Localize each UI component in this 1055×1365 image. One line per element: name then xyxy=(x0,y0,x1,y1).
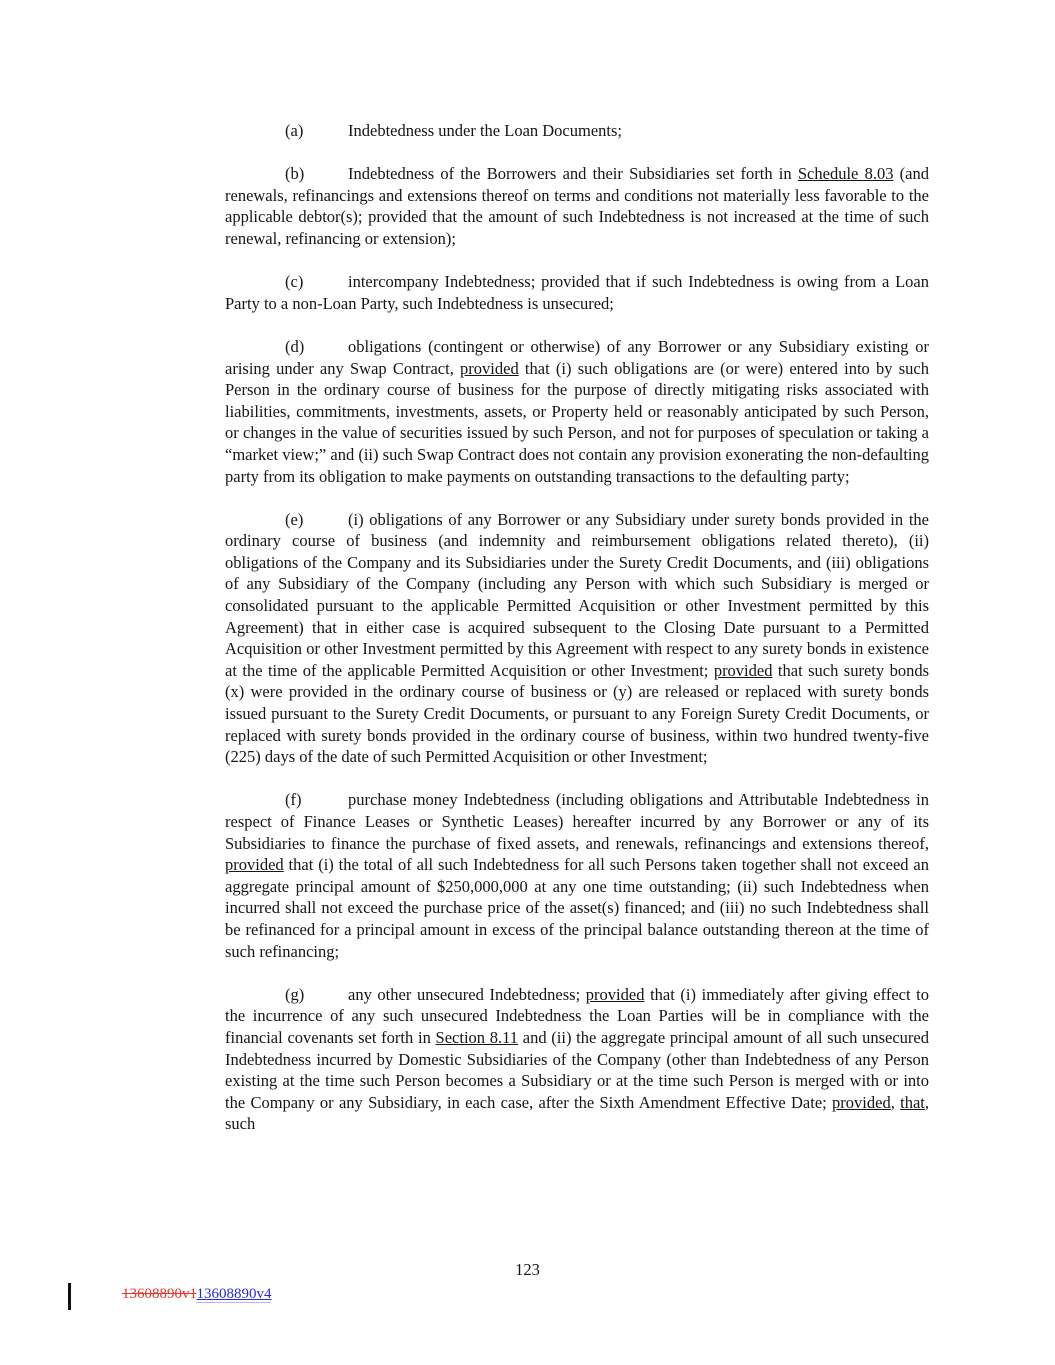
document-body xyxy=(225,120,929,1157)
text-run: Indebtedness of the Borrowers and their Subsidiaries set forth in xyxy=(348,164,798,184)
revision-change-bar xyxy=(68,1283,71,1310)
paragraph-g xyxy=(225,984,929,1135)
text-run: purchase money Indebtedness (including obligations and Attributable Indebtedness in respect of Finance Leases or Synthetic Leases) hereafter incurred by any Borrower or any of its Subsidiaries to finance the purchase of fixed assets, and renewals, refinancings and extensions thereof, xyxy=(225,790,929,853)
text-run: (and renewals, refinancings and extensions thereof on terms and conditions not materially less favorable to the applicable debtor(s); provided that the amount of such Indebtedness is not increased at the time of such renewal, refinancing or extension); xyxy=(225,164,929,248)
text-run: obligations (contingent or otherwise) of any Borrower or any Subsidiary existing or arising under any Swap Contract, xyxy=(225,336,929,378)
paragraph-label: (e) xyxy=(285,509,304,529)
text-run: that such surety bonds (x) were provided in the ordinary course of business or (y) are released or replaced with surety bonds issued pursuant to the Surety Credit Documents, or pursuant to any Foreign Surety Credit Documents, or replaced with surety bonds provided in the ordinary course of business, within two hundred twenty-five (225) days of the date of such Permitted Acquisition or other Investment; xyxy=(225,660,929,767)
paragraph-label: (g) xyxy=(285,984,305,1004)
underlined-text: provided xyxy=(225,855,284,875)
paragraph-a xyxy=(225,120,929,142)
underlined-text: provided xyxy=(832,1092,891,1112)
text-run: and (ii) the aggregate principal amount of all such unsecured Indebtedness incurred by Domestic Subsidiaries of the Company (other than Indebtedness of any Person existing at the time such Person becomes a Subsidiary or at the time such Person is merged with or into the Company or any Subsidiary, in each case, after the Sixth Amendment Effective Date; xyxy=(225,1027,930,1112)
paragraph-c xyxy=(225,271,929,314)
paragraph-label: (f) xyxy=(285,790,302,810)
paragraph-label: (c) xyxy=(285,272,304,292)
underlined-text: Schedule 8.03 xyxy=(797,164,894,184)
text-run: , xyxy=(890,1092,901,1112)
paragraph-d xyxy=(225,336,929,487)
text-run: , such xyxy=(225,1092,930,1134)
underlined-text: provided xyxy=(460,358,519,378)
text-run: Indebtedness under the Loan Documents; xyxy=(348,121,623,140)
document-id-line xyxy=(122,1285,271,1303)
page-number: 123 xyxy=(515,1260,540,1279)
paragraph-f xyxy=(225,789,929,962)
text-run: any other unsecured Indebtedness; xyxy=(348,984,586,1004)
paragraph-label: (a) xyxy=(285,121,304,140)
deleted-doc-id: 13608890v1 xyxy=(122,1286,197,1302)
inserted-doc-id: 13608890v4 xyxy=(196,1286,272,1302)
paragraph-label: (b) xyxy=(285,164,305,184)
text-run: that (i) the total of all such Indebtedness for all such Persons taken together shall not exceed an aggregate principal amount of $250,000,000 at any one time outstanding; (ii) such Indebtedness when incurred shall not exceed the purchase price of the asset(s) financed; and (iii) no such Indebtedness shall be refinanced for a principal amount in excess of the principal balance outstanding thereon at the time of such refinancing; xyxy=(225,855,929,961)
text-run: that (i) immediately after giving effect to the incurrence of any such unsecured Indebtedness the Loan Parties will be in compliance with the financial covenants set forth in xyxy=(225,984,929,1047)
paragraph-label: (d) xyxy=(285,336,305,356)
text-run: that (i) such obligations are (or were) entered into by such Person in the ordinary course of business for the purpose of directly mitigating risks associated with liabilities, commitments, investments, assets, or Property held or reasonably anticipated by such Person, or changes in the value of securities issued by such Person, and not for purposes of speculation or taking a “market view;” and (ii) such Swap Contract does not contain any provision exonerating the non-defaulting party from its obligation to make payments on outstanding transactions to the defaulting party; xyxy=(225,358,929,486)
underlined-text: provided xyxy=(713,660,773,680)
text-run: intercompany Indebtedness; provided that if such Indebtedness is owing from a Loan Party to a non-Loan Party, such Indebtedness is unsecured; xyxy=(225,272,929,313)
text-run: (i) obligations of any Borrower or any Subsidiary under surety bonds provided in the ordinary course of business (and indemnity and reimbursement obligations related thereto), (ii) obligations of the Company and its Subsidiaries under the Surety Credit Documents, and (iii) obligations of any Subsidiary of the Company (including any Person with which such Subsidiary is merged or consolidated pursuant to the applicable Permitted Acquisition or other Investment permitted by this Agreement) that in either case is acquired subsequent to the Closing Date pursuant to a Permitted Acquisition or other Investment permitted by this Agreement with respect to any surety bonds in existence at the time of the applicable Permitted Acquisition or other Investment; xyxy=(225,509,929,680)
paragraph-b xyxy=(225,163,929,249)
underlined-text: provided xyxy=(585,984,645,1004)
underlined-text: that xyxy=(900,1092,925,1112)
underlined-text: Section 8.11 xyxy=(435,1027,519,1047)
paragraph-e xyxy=(225,509,929,768)
